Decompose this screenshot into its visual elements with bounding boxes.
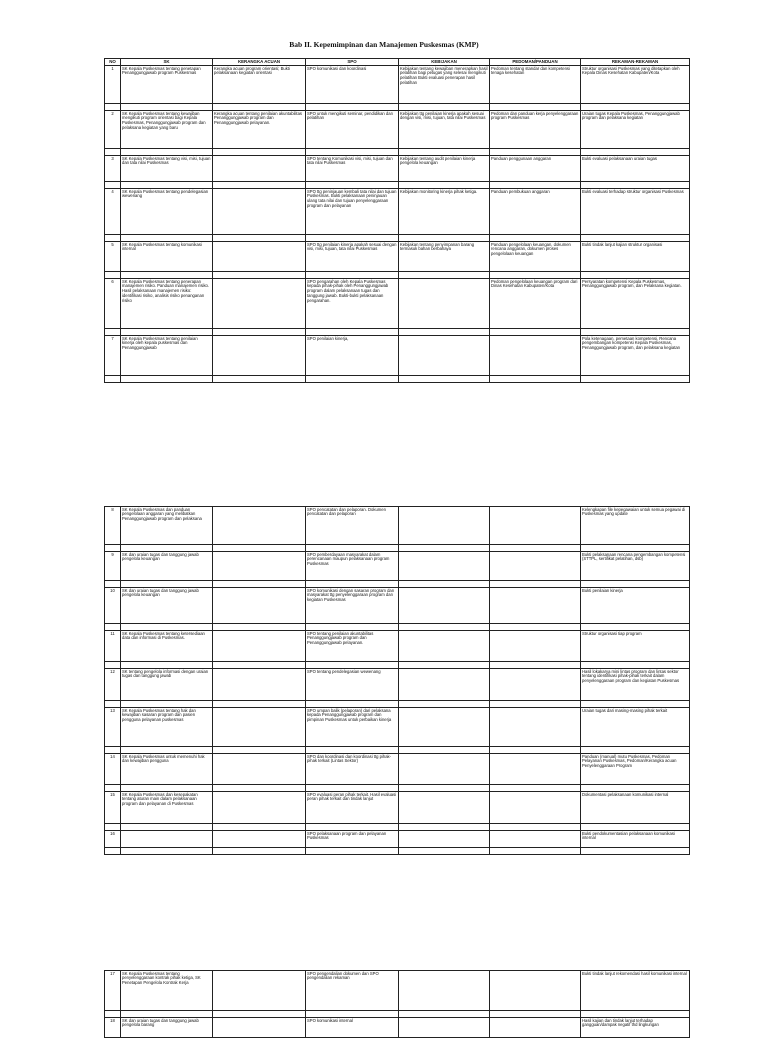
cell-kerangka-acuan (213, 631, 306, 662)
cell-kerangka-acuan (213, 189, 306, 235)
cell-kebijakan (399, 669, 490, 701)
cell-sk: SK Kepala Puskesmas tentang penyelenggaraan kontrak pihak ketiga, SK Penetapan Pengelola Kontrak Kerja (121, 971, 213, 1011)
spacer-cell (306, 1011, 399, 1018)
spacer-cell (399, 1011, 490, 1018)
cell-kebijakan: Kebijakan tentang kewajiban menerapkan hasil pelatihan bagi petugas yang selesai mengikuti pelatihan Bukti evaluasi penerapan hasil pelatihan (399, 66, 490, 104)
cell-no: 11 (105, 631, 121, 662)
document-table-page-3 (104, 970, 690, 1038)
cell-rekaman: Bukti tindak lanjut kajian struktur organisasi (581, 242, 690, 272)
spacer-cell (121, 785, 213, 792)
spacer-cell (306, 235, 399, 242)
cell-pedoman-panduan (490, 552, 581, 581)
spacer-row (105, 376, 690, 383)
cell-spo: SPO ttg peninjauan kembali tata nilai dan tujuan Puskesmas. Bukti pelaksanaan peninjauan ulang tata nilai dan tujuan penyelenggaraan program dan pelayanan (306, 189, 399, 235)
spacer-cell (306, 701, 399, 708)
header-rekaman: REKAMAN-REKAMAN (581, 59, 690, 66)
cell-kebijakan (399, 831, 490, 848)
spacer-row (105, 104, 690, 111)
spacer-cell (121, 747, 213, 754)
spacer-cell (121, 701, 213, 708)
spacer-row (105, 701, 690, 708)
spacer-cell (213, 182, 306, 189)
cell-spo: SPO pemberdayaan masyarakat dalam perencanaan maupun pelaksanaan program Puskesmas (306, 552, 399, 581)
cell-no: 8 (105, 507, 121, 545)
spacer-cell (213, 701, 306, 708)
spacer-row (105, 785, 690, 792)
spacer-cell (105, 545, 121, 552)
cell-kebijakan: Kebijakan tentang penyimpanan barang termasuk bahan berbahaya (399, 242, 490, 272)
cell-sk: SK Kepala Puskesmas tentang hak dan kewajiban sasaran program dan pasien pengguna pelayanan puskesmas (121, 708, 213, 747)
spacer-cell (490, 824, 581, 831)
cell-no: 7 (105, 336, 121, 376)
cell-pedoman-panduan (490, 754, 581, 785)
cell-sk: SK Kepala Puskesmas tentang penetapan Penanggungjawab program Puskesmas (121, 66, 213, 104)
cell-sk: SK Kepala Puskesmas dan panduan pengelolaan anggaran yang melibatkan Penanggungjawab program dan pelaksana (121, 507, 213, 545)
spacer-cell (581, 235, 690, 242)
cell-kerangka-acuan (213, 242, 306, 272)
cell-no: 6 (105, 279, 121, 329)
spacer-cell (581, 329, 690, 336)
spacer-cell (581, 1011, 690, 1018)
spacer-cell (581, 824, 690, 831)
spacer-cell (306, 824, 399, 831)
spacer-cell (306, 329, 399, 336)
spacer-cell (121, 182, 213, 189)
cell-rekaman: Kelengkapan file kepegawaian untuk semua pegawai di Puskesmas yang update (581, 507, 690, 545)
spacer-cell (121, 329, 213, 336)
spacer-cell (121, 104, 213, 111)
cell-pedoman-panduan (490, 1018, 581, 1038)
cell-spo: SPO umpan balik (pelaporan) dari pelaksana kepada Penanggungjawab program dan pimpinan Puskesmas untuk perbaikan kinerja (306, 708, 399, 747)
cell-sk: SK dan uraian tugas dan tanggung jawab pengelola keuangan (121, 552, 213, 581)
cell-no: 1 (105, 66, 121, 104)
cell-sk: SK Kepala Puskesmas tentang penilaian kinerja oleh kepala puskesmas dan Penanggungjawab (121, 336, 213, 376)
spacer-cell (490, 747, 581, 754)
cell-no: 17 (105, 971, 121, 1011)
spacer-cell (121, 624, 213, 631)
spacer-row (105, 545, 690, 552)
spacer-cell (490, 104, 581, 111)
table-row (105, 831, 690, 848)
spacer-cell (581, 624, 690, 631)
cell-kerangka-acuan (213, 336, 306, 376)
cell-pedoman-panduan (490, 669, 581, 701)
spacer-row (105, 182, 690, 189)
cell-kerangka-acuan: Kerangka acuan program orientasi; Bukti pelaksanaan kegiatan orientasi (213, 66, 306, 104)
spacer-cell (306, 747, 399, 754)
cell-spo: SPO tentang pendelegasian wewenang (306, 669, 399, 701)
spacer-cell (121, 149, 213, 156)
cell-sk: SK Kepala Puskesmas tentang pendelegasian wewenang (121, 189, 213, 235)
cell-no: 9 (105, 552, 121, 581)
cell-no: 3 (105, 156, 121, 182)
spacer-row (105, 581, 690, 588)
cell-spo: SPO komunikasi internal (306, 1018, 399, 1038)
cell-sk: SK dan uraian tugas dan tanggung jawab pengelola barang (121, 1018, 213, 1038)
spacer-cell (306, 785, 399, 792)
spacer-cell (121, 581, 213, 588)
spacer-cell (490, 1011, 581, 1018)
cell-spo: SPO komunikasi dan koordinasi (306, 66, 399, 104)
cell-rekaman: Bukti tindak lanjut rekomendasi hasil komunikasi internal (581, 971, 690, 1011)
document-table-page-2 (104, 506, 690, 855)
spacer-cell (213, 624, 306, 631)
cell-pedoman-panduan: Pedoman pengelolaan keuangan program dari Dinas Kesehatan Kabupaten/Kota (490, 279, 581, 329)
cell-pedoman-panduan (490, 631, 581, 662)
cell-pedoman-panduan (490, 971, 581, 1011)
spacer-cell (490, 545, 581, 552)
cell-kebijakan (399, 631, 490, 662)
cell-kebijakan (399, 1018, 490, 1038)
spacer-cell (213, 272, 306, 279)
spacer-cell (490, 376, 581, 383)
spacer-cell (399, 545, 490, 552)
cell-rekaman: Dokumentasi pelaksanaan komunikasi internal (581, 792, 690, 824)
spacer-cell (581, 545, 690, 552)
spacer-cell (213, 824, 306, 831)
cell-no: 10 (105, 588, 121, 624)
cell-kerangka-acuan (213, 507, 306, 545)
spacer-cell (399, 235, 490, 242)
table-row (105, 279, 690, 329)
cell-spo: SPO dan koordinasi dan koordinasi ttg pihak-pihak terkait (Lintas Sektor) (306, 754, 399, 785)
cell-no: 14 (105, 754, 121, 785)
cell-pedoman-panduan (490, 507, 581, 545)
cell-sk (121, 831, 213, 848)
spacer-cell (581, 848, 690, 855)
cell-kebijakan (399, 507, 490, 545)
header-kerangka-acuan: KERANGKA ACUAN (213, 59, 306, 66)
cell-pedoman-panduan: Pedoman dan panduan kerja penyelenggaraan program Puskesmas (490, 111, 581, 149)
cell-spo: SPO pencatatan dan pelaporan. Dokumen pencatatan dan pelaporan (306, 507, 399, 545)
cell-kerangka-acuan (213, 971, 306, 1011)
cell-rekaman: Hasil kajian dan tindak lanjut terhadap gangguan/dampak negatif thd lingkungan (581, 1018, 690, 1038)
cell-kerangka-acuan (213, 588, 306, 624)
spacer-row (105, 1011, 690, 1018)
spacer-cell (399, 329, 490, 336)
spacer-cell (490, 581, 581, 588)
spacer-cell (213, 104, 306, 111)
spacer-row (105, 662, 690, 669)
cell-spo: SPO evaluasi peran pihak terkait. Hasil evaluasi peran pihak terkait dan tindak lanjut (306, 792, 399, 824)
table-row (105, 1018, 690, 1038)
cell-rekaman: Panduan (manual) mutu Puskesmas, Pedoman Pelayanan Puskesmas, Pedoman/Kerangka acuan Penyelenggaraan Program (581, 754, 690, 785)
spacer-cell (121, 272, 213, 279)
spacer-cell (121, 235, 213, 242)
cell-kebijakan (399, 708, 490, 747)
spacer-cell (105, 824, 121, 831)
spacer-cell (399, 104, 490, 111)
cell-no: 18 (105, 1018, 121, 1038)
cell-no: 2 (105, 111, 121, 149)
spacer-cell (105, 581, 121, 588)
spacer-cell (581, 747, 690, 754)
spacer-cell (399, 848, 490, 855)
cell-pedoman-panduan (490, 336, 581, 376)
cell-kerangka-acuan (213, 831, 306, 848)
table-row (105, 507, 690, 545)
spacer-cell (213, 848, 306, 855)
cell-pedoman-panduan (490, 708, 581, 747)
table-row (105, 588, 690, 624)
spacer-cell (581, 701, 690, 708)
cell-rekaman: Pola ketenagaan, pemetaan kompetensi, Rencana pengembangan kompetensi Kepala Puskesmas, Penanggungjawab program, dan pelaksana kegiatan (581, 336, 690, 376)
cell-no: 15 (105, 792, 121, 824)
spacer-cell (581, 581, 690, 588)
spacer-cell (490, 182, 581, 189)
spacer-cell (213, 785, 306, 792)
cell-rekaman: Struktur organisasi tiap program (581, 631, 690, 662)
spacer-cell (581, 182, 690, 189)
spacer-cell (121, 824, 213, 831)
cell-sk: SK dan uraian tugas dan tanggung jawab pengelola keuangan (121, 588, 213, 624)
spacer-cell (490, 848, 581, 855)
spacer-cell (105, 235, 121, 242)
spacer-cell (121, 662, 213, 669)
spacer-cell (399, 182, 490, 189)
cell-no: 12 (105, 669, 121, 701)
spacer-row (105, 747, 690, 754)
cell-kerangka-acuan (213, 669, 306, 701)
cell-kebijakan (399, 552, 490, 581)
spacer-cell (581, 104, 690, 111)
spacer-cell (306, 662, 399, 669)
header-no: NO (105, 59, 121, 66)
spacer-cell (399, 701, 490, 708)
cell-no: 13 (105, 708, 121, 747)
spacer-cell (490, 624, 581, 631)
spacer-cell (105, 182, 121, 189)
spacer-cell (121, 545, 213, 552)
cell-kebijakan: Kebijakan monitoring kinerja pihak ketiga. (399, 189, 490, 235)
cell-kebijakan (399, 279, 490, 329)
spacer-cell (105, 1011, 121, 1018)
cell-no: 5 (105, 242, 121, 272)
spacer-cell (105, 701, 121, 708)
cell-kerangka-acuan (213, 792, 306, 824)
cell-spo: SPO pelaksanaan program dan pelayanan Puskesmas (306, 831, 399, 848)
cell-sk: SK Kepala Puskesmas untuk memenuhi hak dan kewajiban pengguna (121, 754, 213, 785)
cell-kerangka-acuan (213, 708, 306, 747)
cell-sk: SK Kepala Puskesmas tentang komunikasi internal (121, 242, 213, 272)
table-header-row (105, 59, 690, 66)
spacer-row (105, 624, 690, 631)
spacer-cell (306, 272, 399, 279)
cell-spo: SPO tentang Komunikasi visi, misi, tujuan dan tata nilai Puskesmas (306, 156, 399, 182)
spacer-cell (490, 662, 581, 669)
table-row (105, 792, 690, 824)
cell-rekaman: Uraian tugas Kepala Puskesmas, Penanggungjawab program dan pelaksana kegiatan (581, 111, 690, 149)
spacer-cell (306, 624, 399, 631)
spacer-cell (306, 848, 399, 855)
spacer-cell (213, 235, 306, 242)
spacer-cell (213, 376, 306, 383)
spacer-cell (105, 104, 121, 111)
header-spo: SPO (306, 59, 399, 66)
spacer-cell (306, 149, 399, 156)
header-kebijakan: KEBIJAKAN (399, 59, 490, 66)
spacer-row (105, 329, 690, 336)
spacer-cell (490, 149, 581, 156)
spacer-cell (399, 624, 490, 631)
spacer-cell (306, 376, 399, 383)
cell-pedoman-panduan: Panduan pembukuan anggaran (490, 189, 581, 235)
cell-kerangka-acuan (213, 156, 306, 182)
spacer-cell (213, 662, 306, 669)
spacer-cell (399, 747, 490, 754)
cell-pedoman-panduan: Panduan pengelolaan keuangan, dokumen rencana anggaran, dokumen proses pengelolaan keuangan (490, 242, 581, 272)
spacer-cell (105, 376, 121, 383)
spacer-cell (213, 747, 306, 754)
cell-sk: SK Kepala Puskesmas dan kesepakatan tentang aturan main dalam pelaksanaan program dan pelayanan di Puskesmas (121, 792, 213, 824)
cell-no: 4 (105, 189, 121, 235)
table-row (105, 708, 690, 747)
document-table-page-1 (104, 58, 690, 383)
cell-rekaman: Bukti pendokumentasian pelaksanaan komunikasi internal (581, 831, 690, 848)
spacer-cell (213, 329, 306, 336)
cell-kebijakan (399, 971, 490, 1011)
spacer-cell (105, 848, 121, 855)
spacer-cell (399, 581, 490, 588)
cell-kebijakan (399, 754, 490, 785)
spacer-row (105, 149, 690, 156)
cell-rekaman: Bukti evaluasi terhadap struktur organisasi Puskesmas (581, 189, 690, 235)
table-row (105, 336, 690, 376)
spacer-cell (490, 235, 581, 242)
table-row (105, 669, 690, 701)
cell-rekaman: Hasil lokakarya mini lintas program dan lintas sektor tentang identifikasi pihak-pihak terkait dalam penyelenggaraan program dan kegiatan Puskesmas (581, 669, 690, 701)
table-row (105, 552, 690, 581)
cell-sk: SK Kepala Puskesmas tentang kewajiban mengikuti program orientasi bagi Kepala Puskesmas, Penanggungjawab program dan pelaksana kegiatan yang baru (121, 111, 213, 149)
cell-spo: SPO ttg penilaian kinerja apakah sesuai dengan visi, misi, tujuan, tata nilai Puskesmas (306, 242, 399, 272)
cell-pedoman-panduan: Panduan penggunaan anggaran (490, 156, 581, 182)
spacer-cell (213, 581, 306, 588)
cell-kebijakan (399, 336, 490, 376)
cell-kerangka-acuan (213, 754, 306, 785)
spacer-row (105, 848, 690, 855)
spacer-cell (581, 149, 690, 156)
spacer-cell (121, 1011, 213, 1018)
table-row (105, 111, 690, 149)
cell-spo: SPO tentang penilaian akuntabilitas Penanggungjawab program dan Penanggungjawab pelayanan. (306, 631, 399, 662)
spacer-cell (399, 272, 490, 279)
spacer-cell (105, 149, 121, 156)
spacer-cell (306, 545, 399, 552)
spacer-cell (105, 785, 121, 792)
spacer-cell (105, 747, 121, 754)
cell-kebijakan (399, 792, 490, 824)
cell-rekaman: Persyaratan kompetensi Kepala Puskesmas, Penanggungjawab program, dan Pelaksana kegiatan. (581, 279, 690, 329)
cell-kebijakan: Kebijakan ttg penilaian kinerja apakah sesuai dengan visi, misi, tujuan, tata nilai Puskesmas (399, 111, 490, 149)
cell-spo: SPO untuk mengikuti seminar, pendidikan dan pelatihan (306, 111, 399, 149)
cell-kebijakan (399, 588, 490, 624)
spacer-cell (490, 785, 581, 792)
cell-pedoman-panduan (490, 792, 581, 824)
cell-rekaman: Uraian tugas dari masing-masing pihak terkait (581, 708, 690, 747)
spacer-cell (213, 1011, 306, 1018)
cell-sk: SK Kepala Puskesmas tentang ketersediaan data dan informasi di Puskesmas. (121, 631, 213, 662)
table-row (105, 189, 690, 235)
spacer-cell (213, 545, 306, 552)
header-sk: SK (121, 59, 213, 66)
spacer-cell (306, 182, 399, 189)
spacer-cell (105, 662, 121, 669)
cell-kerangka-acuan (213, 552, 306, 581)
document-title: Bab II. Kepemimpinan dan Manajemen Puskesmas (KMP) (289, 40, 479, 49)
spacer-cell (121, 376, 213, 383)
spacer-cell (399, 785, 490, 792)
cell-kebijakan: Kebijakan tentang audit penilaian kinerja pengelola keuangan (399, 156, 490, 182)
cell-sk: SK Kepala Puskesmas tentang visi, misi, tujuan dan tata nilai Puskesmas (121, 156, 213, 182)
spacer-cell (399, 824, 490, 831)
spacer-cell (581, 272, 690, 279)
table-row (105, 242, 690, 272)
cell-spo: SPO penilaian kinerja, (306, 336, 399, 376)
cell-kerangka-acuan (213, 1018, 306, 1038)
cell-sk: SK tentang pengelola informasi dengan uraian tugas dan tanggung jawab (121, 669, 213, 701)
spacer-cell (399, 376, 490, 383)
cell-rekaman: Bukti penilaian kinerja (581, 588, 690, 624)
header-pedoman-panduan: PEDOMAN/PANDUAN (490, 59, 581, 66)
spacer-cell (581, 662, 690, 669)
spacer-cell (105, 272, 121, 279)
cell-kerangka-acuan (213, 279, 306, 329)
spacer-cell (490, 701, 581, 708)
cell-kerangka-acuan: Kerangka acuan tentang penilaian akuntabilitas Penanggungjawab program dan Penanggungjawab pelayanan. (213, 111, 306, 149)
spacer-cell (581, 376, 690, 383)
cell-spo: SPO pengendalian dokumen dan SPO pengendalian rekaman (306, 971, 399, 1011)
spacer-cell (121, 848, 213, 855)
table-row (105, 754, 690, 785)
spacer-cell (105, 329, 121, 336)
spacer-cell (306, 581, 399, 588)
spacer-cell (399, 662, 490, 669)
spacer-cell (105, 624, 121, 631)
cell-rekaman: Bukti evaluasi pelaksanaan uraian tugas (581, 156, 690, 182)
spacer-row (105, 272, 690, 279)
cell-spo: SPO komunikasi dengan sasaran program dan masyarakat ttg penyelenggaraan program dan kegiatan Puskesmas (306, 588, 399, 624)
spacer-row (105, 824, 690, 831)
table-row (105, 66, 690, 104)
table-row (105, 156, 690, 182)
cell-pedoman-panduan (490, 831, 581, 848)
spacer-cell (306, 104, 399, 111)
cell-no: 16 (105, 831, 121, 848)
cell-pedoman-panduan: Pedoman tentang standar dan kompetensi tenaga kesehatan (490, 66, 581, 104)
cell-sk: SK Kepala Puskesmas tentang penerapan manajemen risiko. Panduan manajemen risiko. Hasil pelaksanaan manajemen risiko: identifikasi risiko, analisis risiko penanganan risiko (121, 279, 213, 329)
spacer-cell (581, 785, 690, 792)
cell-pedoman-panduan (490, 588, 581, 624)
spacer-cell (213, 149, 306, 156)
cell-rekaman: Bukti pelaksanaan rencana pengembangan kompetensi (STTPL, sertifikat pelatihan, dsb) (581, 552, 690, 581)
spacer-cell (490, 329, 581, 336)
spacer-cell (490, 272, 581, 279)
spacer-cell (399, 149, 490, 156)
cell-spo: SPO pengarahan oleh Kepala Puskesmas kepada pihak-pihak oleh Penanggungjawab program dalam pelaksanaan tugas dan tanggung jawab. Bukti-bukti pelaksanaan pengarahan. (306, 279, 399, 329)
table-row (105, 631, 690, 662)
table-row (105, 971, 690, 1011)
spacer-row (105, 235, 690, 242)
cell-rekaman: Struktur organisasi Puskesmas yang ditetapkan oleh Kepala Dinas Kesehatan Kabupaten/Kota (581, 66, 690, 104)
